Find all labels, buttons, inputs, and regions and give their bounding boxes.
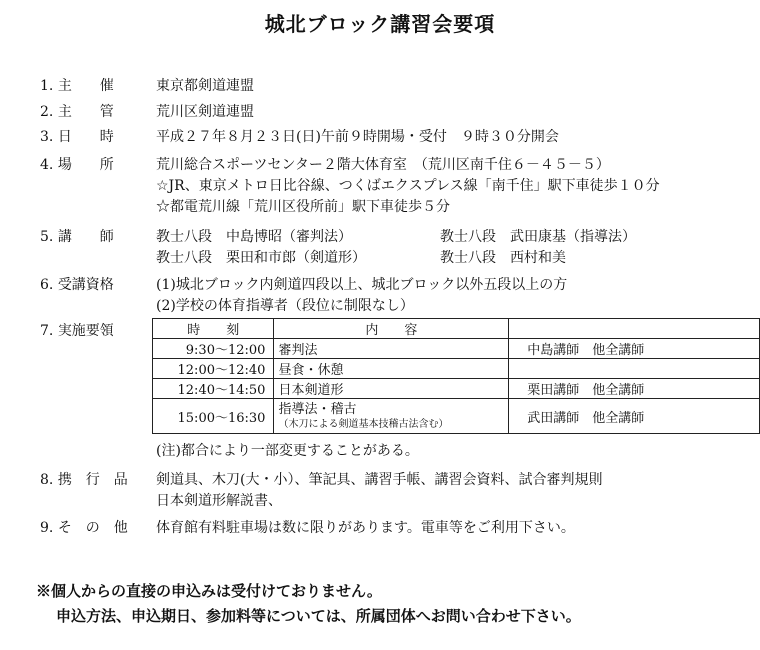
qualification-line-2: (2)学校の体育指導者（段位に制限なし） [156, 298, 414, 314]
header-time: 時 刻 [153, 319, 274, 339]
row-time: 15:00～16:30 [153, 399, 274, 434]
header-lecturer [509, 319, 760, 339]
item-label: 受講資格 [57, 277, 114, 293]
item-label: 日 時 [57, 129, 114, 145]
lecturer-entry: 教士八段 武田康基（指導法） [440, 229, 636, 245]
row-lecturer: 栗田講師 他全講師 [509, 379, 760, 399]
item-label: 場 所 [57, 157, 114, 173]
notice-line-1: ※個人からの直接の申込みは受付けておりません。 [36, 582, 382, 600]
schedule-footnote: (注)都合により一部変更することがある。 [156, 443, 419, 459]
item-lecturers [40, 228, 114, 246]
row-time: 9:30～12:00 [153, 339, 274, 359]
schedule-header-row [153, 319, 760, 339]
item-label: 実施要領 [57, 323, 114, 339]
page-title: 城北ブロック講習会要項 [264, 12, 496, 36]
schedule-table [152, 318, 760, 434]
place-line-2: ☆JR、東京メトロ日比谷線、つくばエクスプレス線「南千住」駅下車徒歩１０分 [156, 178, 660, 194]
row-content: 日本剣道形 [274, 379, 509, 399]
item-label: そ の 他 [57, 520, 128, 536]
notice-line-2: 申込方法、申込期日、参加料等については、所属団体へお問い合わせ下さい。 [56, 607, 581, 625]
item-number: 3. [40, 129, 54, 145]
table-row [153, 379, 760, 399]
item-number: 2. [40, 104, 54, 120]
item-manage [40, 103, 114, 121]
item-qualification [40, 276, 114, 294]
place-line-1: 荒川総合スポーツセンター２階大体育室 （荒川区南千住６－４５－５） [156, 157, 610, 173]
item-label: 講 師 [57, 229, 114, 245]
date-value: 平成２７年８月２３日(日)午前９時開場・受付 ９時３０分開会 [156, 129, 559, 145]
row-lecturer: 武田講師 他全講師 [509, 399, 760, 434]
qualification-line-1: (1)城北ブロック内剣道四段以上、城北ブロック以外五段以上の方 [156, 277, 568, 293]
lecturer-entry: 教士八段 栗田和市郎（剣道形） [156, 250, 366, 266]
table-row [153, 359, 760, 379]
row-lecturer [509, 359, 760, 379]
item-number: 5. [40, 229, 54, 245]
item-number: 9. [40, 520, 54, 536]
item-place [40, 156, 114, 174]
lecturer-entry: 教士八段 西村和美 [440, 250, 566, 266]
item-other [40, 519, 128, 537]
item-label: 主 催 [57, 78, 114, 94]
row-content: 昼食・休憩 [274, 359, 509, 379]
item-date [40, 128, 114, 146]
place-line-3: ☆都電荒川線「荒川区役所前」駅下車徒歩５分 [156, 199, 450, 215]
header-content: 内 容 [274, 319, 509, 339]
row-content: 審判法 [274, 339, 509, 359]
item-schedule [40, 322, 114, 340]
item-number: 1. [40, 78, 54, 94]
table-row [153, 339, 760, 359]
row-time: 12:40～14:50 [153, 379, 274, 399]
lecturer-entry: 教士八段 中島博昭（審判法） [156, 229, 352, 245]
item-label: 主 管 [57, 104, 114, 120]
manage-value: 荒川区剣道連盟 [156, 104, 254, 120]
belongings-line-2: 日本剣道形解説書、 [156, 493, 282, 509]
row-content-cell [274, 399, 509, 434]
row-content: 指導法・稽古 [278, 402, 357, 417]
item-host [40, 77, 114, 95]
item-number: 7. [40, 323, 54, 339]
item-number: 8. [40, 472, 54, 488]
row-content-note: （木刀による剣道基本技稽古法含む） [278, 419, 449, 430]
host-value: 東京都剣道連盟 [156, 78, 254, 94]
belongings-line-1: 剣道具、木刀(大・小）、筆記具、講習手帳、講習会資料、試合審判規則 [156, 472, 603, 488]
other-value: 体育館有料駐車場は数に限りがあります。電車等をご利用下さい。 [156, 520, 575, 536]
item-label: 携 行 品 [57, 472, 128, 488]
table-row [153, 399, 760, 434]
row-time: 12:00～12:40 [153, 359, 274, 379]
row-lecturer: 中島講師 他全講師 [509, 339, 760, 359]
item-number: 4. [40, 157, 54, 173]
item-number: 6. [40, 277, 54, 293]
item-belongings [40, 471, 128, 489]
